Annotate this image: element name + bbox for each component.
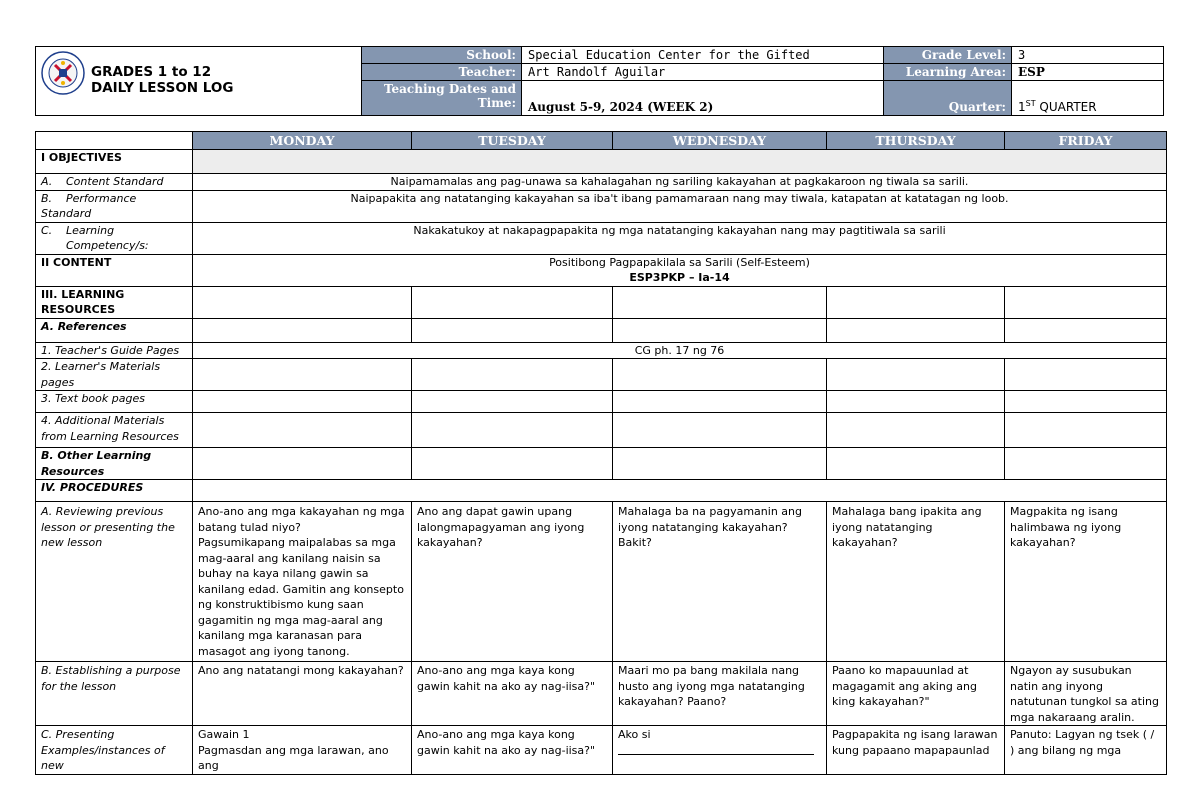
additional-materials-label: 4. Additional Materials from Learning Resources — [36, 413, 193, 448]
textbook-mon — [193, 391, 412, 413]
header-table — [35, 46, 1164, 116]
title-line-1: GRADES 1 to 12 — [91, 64, 212, 80]
references-tue — [412, 318, 613, 342]
performance-standard-value: Naipapakita ang natatanging kakayahan sa iba't ibang pamamaraan nang may tiwala, katapatan at katatagan ng loob. — [193, 190, 1167, 222]
teaching-dates-value: August 5-9, 2024 (WEEK 2) — [522, 81, 884, 116]
additional-fri — [1005, 413, 1167, 448]
quarter-text: QUARTER — [1035, 100, 1097, 114]
resources-thu — [827, 286, 1005, 318]
presenting-wednesday: Ako si — [618, 728, 651, 741]
reviewing-thursday: Mahalaga bang ipakita ang iyong natatanging kakayahan? — [827, 502, 1005, 662]
other-fri — [1005, 448, 1167, 480]
content-standard-value: Naipamamalas ang pag-unawa sa kahalagahan ng sariling kakayahan at pagkakaroon ng tiwala sa sarili. — [193, 174, 1167, 191]
references-row — [36, 318, 1167, 342]
additional-materials-row — [36, 413, 1167, 448]
textbook-label: 3. Text book pages — [36, 391, 193, 413]
procedures-row — [36, 480, 1167, 502]
establishing-label: B. Establishing a purpose for the lesson — [36, 662, 193, 726]
learners-tue — [412, 359, 613, 391]
presenting-thursday: Pagpapakita ng isang larawan kung papaano mapapaunlad — [827, 726, 1005, 775]
objectives-fill — [193, 150, 1167, 174]
other-tue — [412, 448, 613, 480]
teacher-label: Teacher: — [362, 64, 522, 81]
reviewing-row — [36, 502, 1167, 662]
reviewing-wednesday: Mahalaga ba na pagyamanin ang iyong natatanging kakayahan? Bakit? — [613, 502, 827, 662]
additional-mon — [193, 413, 412, 448]
content-standard-tag: A. — [41, 175, 53, 188]
textbook-fri — [1005, 391, 1167, 413]
performance-standard-tag: B. — [41, 191, 53, 205]
lesson-log-table — [35, 131, 1167, 775]
establishing-friday: Ngayon ay susubukan natin ang inyong natutunan tungkol sa ating mga nakaraang aralin. — [1005, 662, 1167, 726]
competency-label-cell — [36, 222, 193, 254]
content-standard-label: Content Standard — [66, 175, 164, 188]
quarter-label: Quarter: — [884, 81, 1012, 116]
resources-label: III. LEARNING RESOURCES — [36, 286, 193, 318]
day-wednesday: WEDNESDAY — [613, 132, 827, 150]
quarter-suffix: ST — [1025, 99, 1036, 108]
corner-cell — [36, 132, 193, 150]
establishing-tuesday: Ano-ano ang mga kaya kong gawin kahit na ako ay nag-iisa?" — [412, 662, 613, 726]
procedures-label: IV. PROCEDURES — [36, 480, 193, 502]
textbook-tue — [412, 391, 613, 413]
learners-mon — [193, 359, 412, 391]
other-thu — [827, 448, 1005, 480]
grade-level-value: 3 — [1012, 47, 1164, 64]
establishing-row — [36, 662, 1167, 726]
procedures-fill — [193, 480, 1167, 502]
additional-wed — [613, 413, 827, 448]
content-topic: Positibong Pagpapakilala sa Sarili (Self-Esteem) — [549, 255, 810, 269]
learners-thu — [827, 359, 1005, 391]
presenting-row — [36, 726, 1167, 775]
resources-row — [36, 286, 1167, 318]
presenting-wednesday-cell — [613, 726, 827, 775]
other-wed — [613, 448, 827, 480]
teaching-dates-label — [362, 81, 522, 116]
learning-area-value: ESP — [1012, 64, 1164, 81]
answer-blank-line — [618, 743, 814, 755]
performance-standard-row — [36, 190, 1167, 222]
content-standard-row — [36, 174, 1167, 191]
quarter-value — [1012, 81, 1164, 116]
objectives-row — [36, 150, 1167, 174]
additional-tue — [412, 413, 613, 448]
establishing-monday: Ano ang natatangi mong kakayahan? — [193, 662, 412, 726]
content-label: II CONTENT — [36, 254, 193, 286]
teacher-value: Art Randolf Aguilar — [522, 64, 884, 81]
textbook-row — [36, 391, 1167, 413]
content-code: ESP3PKP – Ia-14 — [629, 271, 730, 284]
content-standard-label-cell — [36, 174, 193, 191]
school-value: Special Education Center for the Gifted — [522, 47, 884, 64]
resources-fri — [1005, 286, 1167, 318]
teachers-guide-row — [36, 342, 1167, 359]
presenting-tuesday: Ano-ano ang mga kaya kong gawin kahit na ako ay nag-iisa?" — [412, 726, 613, 775]
competency-tag: C. — [41, 223, 53, 237]
logo-title-cell — [36, 47, 362, 116]
references-fri — [1005, 318, 1167, 342]
textbook-thu — [827, 391, 1005, 413]
additional-thu — [827, 413, 1005, 448]
day-header-row — [36, 132, 1167, 150]
learners-wed — [613, 359, 827, 391]
establishing-wednesday: Maari mo pa bang makilala nang husto ang iyong mga natatanging kakayahan? Paano? — [613, 662, 827, 726]
day-thursday: THURSDAY — [827, 132, 1005, 150]
other-resources-row — [36, 448, 1167, 480]
presenting-monday: Gawain 1 Pagmasdan ang mga larawan, ano ang — [193, 726, 412, 775]
performance-standard-label: Performance Standard — [41, 191, 137, 220]
content-row — [36, 254, 1167, 286]
presenting-label: C. Presenting Examples/instances of new — [36, 726, 193, 775]
day-monday: MONDAY — [193, 132, 412, 150]
teachers-guide-value: CG ph. 17 ng 76 — [193, 342, 1167, 359]
references-wed — [613, 318, 827, 342]
learners-fri — [1005, 359, 1167, 391]
form-title — [91, 64, 233, 96]
competency-label-1: Learning — [66, 223, 115, 237]
objectives-label: I OBJECTIVES — [36, 150, 193, 174]
resources-wed — [613, 286, 827, 318]
school-label: School: — [362, 47, 522, 64]
day-friday: FRIDAY — [1005, 132, 1167, 150]
title-line-2: DAILY LESSON LOG — [91, 80, 234, 96]
learners-materials-row — [36, 359, 1167, 391]
presenting-friday: Panuto: Lagyan ng tsek ( / ) ang bilang ng mga — [1005, 726, 1167, 775]
references-thu — [827, 318, 1005, 342]
content-value-cell — [193, 254, 1167, 286]
day-tuesday: TUESDAY — [412, 132, 613, 150]
reviewing-label: A. Reviewing previous lesson or presenting the new lesson — [36, 502, 193, 662]
learners-materials-label: 2. Learner's Materials pages — [36, 359, 193, 391]
grade-level-label: Grade Level: — [884, 47, 1012, 64]
competency-label-2: Competency/s: — [66, 239, 149, 252]
quarter-number: 1 — [1018, 100, 1026, 114]
teaching-dates-label-1: Teaching Dates and — [383, 82, 516, 96]
resources-tue — [412, 286, 613, 318]
establishing-thursday: Paano ko mapauunlad at magagamit ang aking ang king kakayahan?" — [827, 662, 1005, 726]
deped-seal-icon — [41, 51, 85, 95]
textbook-wed — [613, 391, 827, 413]
references-mon — [193, 318, 412, 342]
teaching-dates-label-2: Time: — [477, 96, 516, 110]
competency-value: Nakakatukoy at nakapagpapakita ng mga natatanging kakayahan nang may pagtitiwala sa sarili — [193, 222, 1167, 254]
learning-area-label: Learning Area: — [884, 64, 1012, 81]
resources-mon — [193, 286, 412, 318]
performance-standard-label-cell — [36, 190, 193, 222]
references-label: A. References — [36, 318, 193, 342]
other-mon — [193, 448, 412, 480]
reviewing-friday: Magpakita ng isang halimbawa ng iyong kakayahan? — [1005, 502, 1167, 662]
teachers-guide-label: 1. Teacher's Guide Pages — [36, 342, 193, 359]
other-resources-label: B. Other Learning Resources — [36, 448, 193, 480]
reviewing-tuesday: Ano ang dapat gawin upang lalongmapagyaman ang iyong kakayahan? — [412, 502, 613, 662]
reviewing-monday: Ano-ano ang mga kakayahan ng mga batang tulad niyo? Pagsumikapang maipalabas sa mga mag-aaral ang kanilang naisin sa buhay na kaya nilang gawin sa kanilang edad. Gamitin ang konsepto ng konstruktibismo kung saan gagamitin ng mga mag-aaral ang kanilang mga karanasan para masagot ang iyong tanong. — [193, 502, 412, 662]
competency-row — [36, 222, 1167, 254]
